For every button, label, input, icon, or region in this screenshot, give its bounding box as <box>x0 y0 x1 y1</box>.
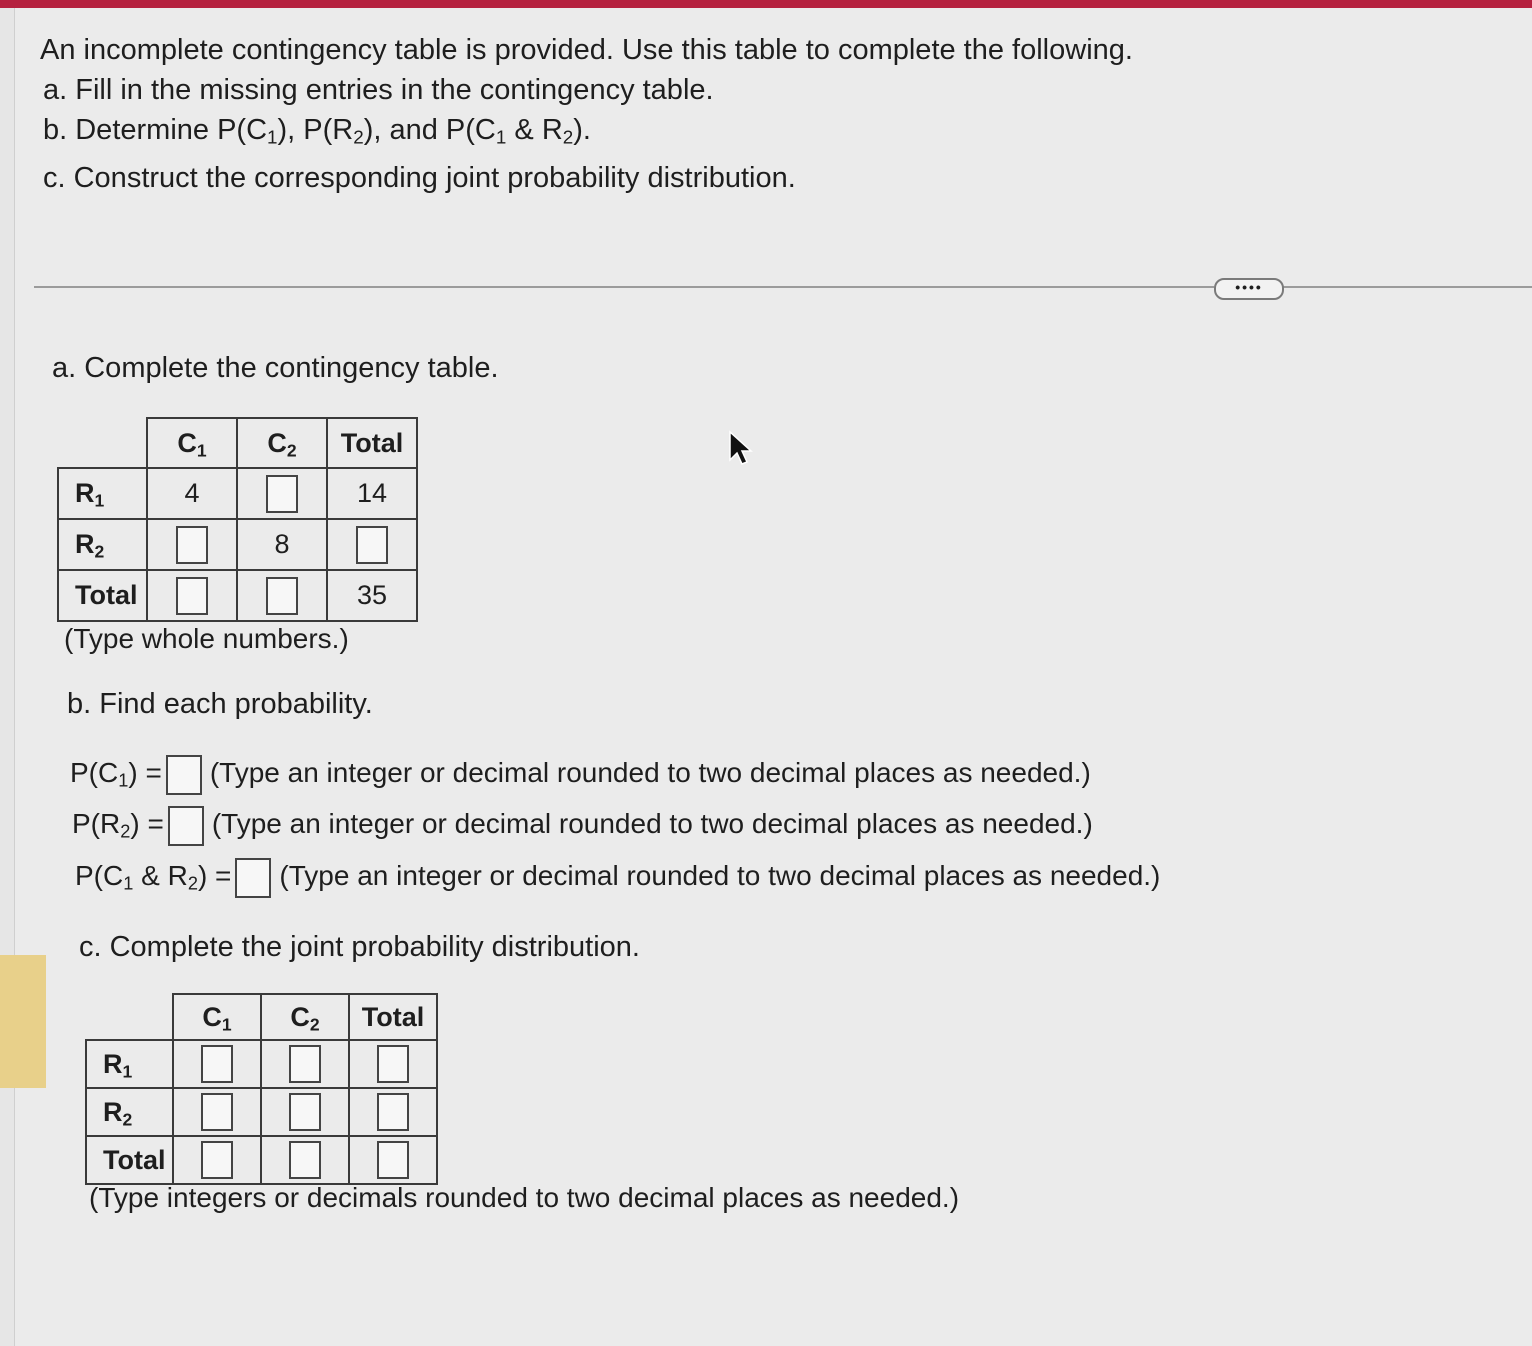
part-c-hint: (Type integers or decimals rounded to two decimal places as needed.) <box>89 1182 960 1213</box>
cell-r1-c2[interactable] <box>237 468 327 519</box>
cell-total-total[interactable] <box>349 1136 437 1184</box>
question-text <box>40 30 1133 198</box>
prob-r2-line: $P(R_2)$ = (Type an integer or decimal rounded to two decimal places as needed.) <box>72 802 1093 846</box>
input-r2-c1[interactable] <box>176 526 208 564</box>
col-header-total: Total <box>349 994 437 1040</box>
joint-input-total-total[interactable] <box>377 1141 409 1179</box>
question-intro: An incomplete contingency table is provided. Use this table to complete the following. <box>40 34 1133 66</box>
table-row <box>86 1136 437 1184</box>
cell-r1-total[interactable] <box>349 1040 437 1088</box>
prob-c1-r2-line: $P(C_1$ & $R_2$) = (Type an integer or decimal rounded to two decimal places as needed.) <box>75 854 1160 898</box>
joint-input-r2-c1[interactable] <box>201 1093 233 1131</box>
mouse-pointer-icon <box>728 430 754 470</box>
cell-r2-total[interactable] <box>349 1088 437 1136</box>
section-divider-right <box>1283 286 1532 288</box>
cell-total-c2[interactable] <box>261 1136 349 1184</box>
col-header-c2: $C_2$ <box>237 418 327 468</box>
part-c-heading: c. Complete the joint probability distribution. <box>79 931 640 963</box>
left-highlight-strip <box>0 955 46 1088</box>
table-row <box>58 570 417 621</box>
cell-r1-c2[interactable] <box>261 1040 349 1088</box>
cell-r2-c2: 8 <box>237 519 327 570</box>
cell-total-c2[interactable] <box>237 570 327 621</box>
joint-input-total-c1[interactable] <box>201 1141 233 1179</box>
joint-input-r2-total[interactable] <box>377 1093 409 1131</box>
table-corner <box>58 418 147 468</box>
more-options-button[interactable]: •••• <box>1214 278 1284 300</box>
part-b-heading: b. Find each probability. <box>67 688 373 720</box>
col-header-c1: $C_1$ <box>173 994 261 1040</box>
joint-input-r1-total[interactable] <box>377 1045 409 1083</box>
cell-total-c1[interactable] <box>173 1136 261 1184</box>
question-item-a: a. Fill in the missing entries in the contingency table. <box>43 74 714 106</box>
cell-r1-total: 14 <box>327 468 417 519</box>
col-header-c1: $C_1$ <box>147 418 237 468</box>
table-row <box>86 1088 437 1136</box>
question-item-b: b. Determine $P(C_1)$, $P(R_2)$, and $P(C_1$ & $R_2$). <box>43 114 591 148</box>
prob-c1-r2-hint: (Type an integer or decimal rounded to two decimal places as needed.) <box>279 860 1161 891</box>
row-header-total: Total <box>58 570 147 621</box>
row-header-r2: $R_2$ <box>58 519 147 570</box>
row-header-r1: $R_1$ <box>58 468 147 519</box>
row-header-r1: $R_1$ <box>86 1040 173 1088</box>
joint-input-r1-c1[interactable] <box>201 1045 233 1083</box>
input-r2-total[interactable] <box>356 526 388 564</box>
joint-probability-table <box>85 993 438 1185</box>
input-total-c1[interactable] <box>176 577 208 615</box>
prob-c1-input[interactable] <box>166 755 202 795</box>
section-divider <box>34 286 1214 288</box>
question-item-c: c. Construct the corresponding joint probability distribution. <box>43 162 796 194</box>
col-header-c2: $C_2$ <box>261 994 349 1040</box>
joint-input-r2-c2[interactable] <box>289 1093 321 1131</box>
cell-r2-c1[interactable] <box>147 519 237 570</box>
table-corner <box>86 994 173 1040</box>
col-header-total: Total <box>327 418 417 468</box>
table-row <box>58 468 417 519</box>
top-accent-bar <box>0 0 1532 8</box>
joint-input-total-c2[interactable] <box>289 1141 321 1179</box>
input-total-c2[interactable] <box>266 577 298 615</box>
part-a-hint: (Type whole numbers.) <box>64 623 349 654</box>
part-a-heading: a. Complete the contingency table. <box>52 352 499 384</box>
prob-c1-r2-input[interactable] <box>235 858 271 898</box>
input-r1-c2[interactable] <box>266 475 298 513</box>
prob-c1-hint: (Type an integer or decimal rounded to two decimal places as needed.) <box>209 757 1091 788</box>
cell-r1-c1[interactable] <box>173 1040 261 1088</box>
cell-total-c1[interactable] <box>147 570 237 621</box>
cell-r2-total[interactable] <box>327 519 417 570</box>
prob-c1-line: $P(C_1)$ = (Type an integer or decimal rounded to two decimal places as needed.) <box>70 751 1091 795</box>
cell-r1-c1: 4 <box>147 468 237 519</box>
contingency-table <box>57 417 418 622</box>
prob-r2-input[interactable] <box>168 806 204 846</box>
cell-total-total: 35 <box>327 570 417 621</box>
prob-r2-hint: (Type an integer or decimal rounded to two decimal places as needed.) <box>211 808 1093 839</box>
row-header-total: Total <box>86 1136 173 1184</box>
row-header-r2: $R_2$ <box>86 1088 173 1136</box>
table-row <box>86 1040 437 1088</box>
table-row <box>58 519 417 570</box>
cell-r2-c1[interactable] <box>173 1088 261 1136</box>
joint-input-r1-c2[interactable] <box>289 1045 321 1083</box>
cell-r2-c2[interactable] <box>261 1088 349 1136</box>
